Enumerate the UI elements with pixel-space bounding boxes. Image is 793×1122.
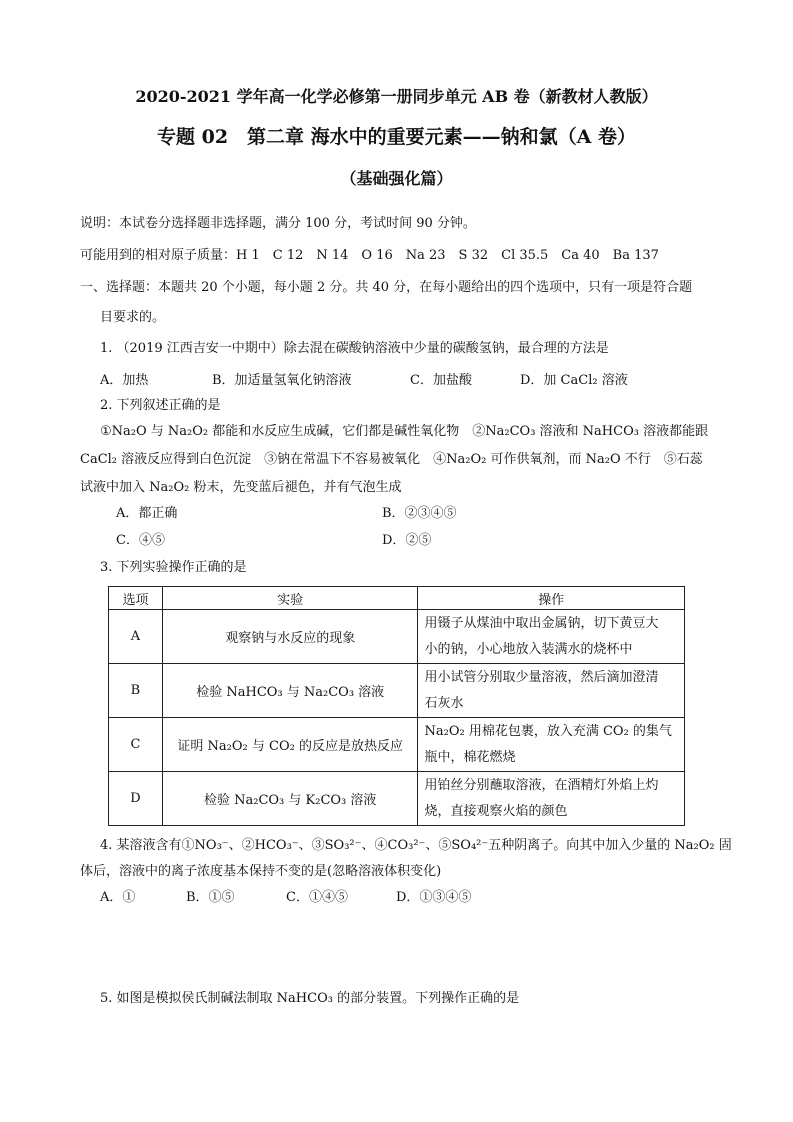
header-option: 选项	[109, 587, 163, 610]
row-operation	[418, 718, 685, 772]
table-row	[109, 718, 685, 772]
row-experiment: 证明 Na₂O₂ 与 CO₂ 的反应是放热反应	[162, 718, 418, 772]
q2-option-d: D．②⑤	[382, 533, 432, 548]
table-header-row	[109, 587, 685, 610]
operation-line: 用小试管分别取少量溶液，然后滴加澄清	[424, 669, 659, 685]
row-experiment: 观察钠与水反应的现象	[162, 610, 418, 664]
row-operation	[418, 772, 685, 826]
q2-option-b: B．②③④⑤	[382, 506, 457, 521]
q4-option-d: D．①③④⑤	[396, 890, 472, 905]
q1-stem: 1. （2019 江西吉安一中期中）除去混在碳酸钠溶液中少量的碳酸氢钠，最合理的方法是	[100, 341, 609, 356]
q1-option-c: C．加盐酸	[410, 373, 472, 388]
operation-line: 瓶中，棉花燃烧	[424, 749, 516, 765]
table-row	[109, 772, 685, 826]
header-experiment: 实验	[162, 587, 418, 610]
q2-statement-line1: ①Na₂O 与 Na₂O₂ 都能和水反应生成碱，它们都是碱性氧化物 ②Na₂CO₃ 溶液和 NaHCO₃ 溶液都能跟	[100, 424, 709, 439]
operation-line: 石灰水	[424, 695, 464, 711]
row-operation	[418, 664, 685, 718]
q2-statement-line3: 试液中加入 Na₂O₂ 粉末，先变蓝后褪色，并有气泡生成	[80, 480, 402, 495]
header-operation: 操作	[418, 587, 685, 610]
part1-instructions: 一、选择题：本题共 20 个小题，每小题 2 分。共 40 分，在每小题给出的四个选项中，只有一项是符合题	[80, 280, 693, 295]
table-row	[109, 610, 685, 664]
exam-subtitle: 专题 02 第二章 海水中的重要元素——钠和氯（A 卷）	[156, 126, 637, 148]
q1-option-b: B．加适量氢氧化钠溶液	[212, 373, 352, 388]
q3-experiment-table	[108, 586, 685, 826]
operation-line: 用镊子从煤油中取出金属钠，切下黄豆大	[424, 615, 659, 631]
operation-line: 烧，直接观察火焰的颜色	[424, 803, 568, 819]
q5-stem: 5. 如图是模拟侯氏制碱法制取 NaHCO₃ 的部分装置。下列操作正确的是	[100, 991, 520, 1006]
row-option: D	[109, 772, 163, 826]
row-experiment: 检验 NaHCO₃ 与 Na₂CO₃ 溶液	[162, 664, 418, 718]
q1-option-a: A．加热	[100, 373, 149, 388]
row-option: B	[109, 664, 163, 718]
part1-instructions-cont: 目要求的。	[100, 310, 166, 325]
q4-stem-line1: 4. 某溶液含有①NO₃⁻、②HCO₃⁻、③SO₃²⁻、④CO₃²⁻、⑤SO₄²⁻五种阴离子。向其中加入少量的 Na₂O₂ 固	[100, 838, 732, 853]
q3-stem: 3. 下列实验操作正确的是	[100, 560, 247, 575]
row-experiment: 检验 Na₂CO₃ 与 K₂CO₃ 溶液	[162, 772, 418, 826]
q2-option-c: C．④⑤	[116, 533, 165, 548]
q4-option-a: A．①	[100, 890, 136, 905]
q2-statement-line2: CaCl₂ 溶液反应得到白色沉淀 ③钠在常温下不容易被氧化 ④Na₂O₂ 可作供氧剂，而 Na₂O 不行 ⑤石蕊	[80, 452, 703, 467]
exam-title: 2020-2021 学年高一化学必修第一册同步单元 AB 卷（新教材人教版）	[135, 87, 658, 106]
q4-stem-line2: 体后，溶液中的离子浓度基本保持不变的是(忽略溶液体积变化)	[80, 864, 442, 879]
atomic-mass-line: 可能用到的相对原子质量：H 1 C 12 N 14 O 16 Na 23 S 32 Cl 35.5 Ca 40 Ba 137	[80, 248, 659, 263]
row-option: C	[109, 718, 163, 772]
exam-note: 说明：本试卷分选择题非选择题，满分 100 分，考试时间 90 分钟。	[80, 216, 476, 231]
exam-section: （基础强化篇）	[340, 169, 453, 188]
q1-option-d: D．加 CaCl₂ 溶液	[520, 373, 628, 388]
row-operation	[418, 610, 685, 664]
q4-option-c: C．①④⑤	[286, 890, 348, 905]
q4-option-b: B．①⑤	[186, 890, 235, 905]
table-row	[109, 664, 685, 718]
q2-option-a: A．都正确	[116, 506, 178, 521]
operation-line: 用铂丝分别蘸取溶液，在酒精灯外焰上灼	[424, 777, 659, 793]
q2-stem: 2. 下列叙述正确的是	[100, 398, 221, 413]
operation-line: 小的钠，小心地放入装满水的烧杯中	[424, 641, 633, 657]
operation-line: Na₂O₂ 用棉花包裹，放入充满 CO₂ 的集气	[424, 723, 672, 739]
row-option: A	[109, 610, 163, 664]
